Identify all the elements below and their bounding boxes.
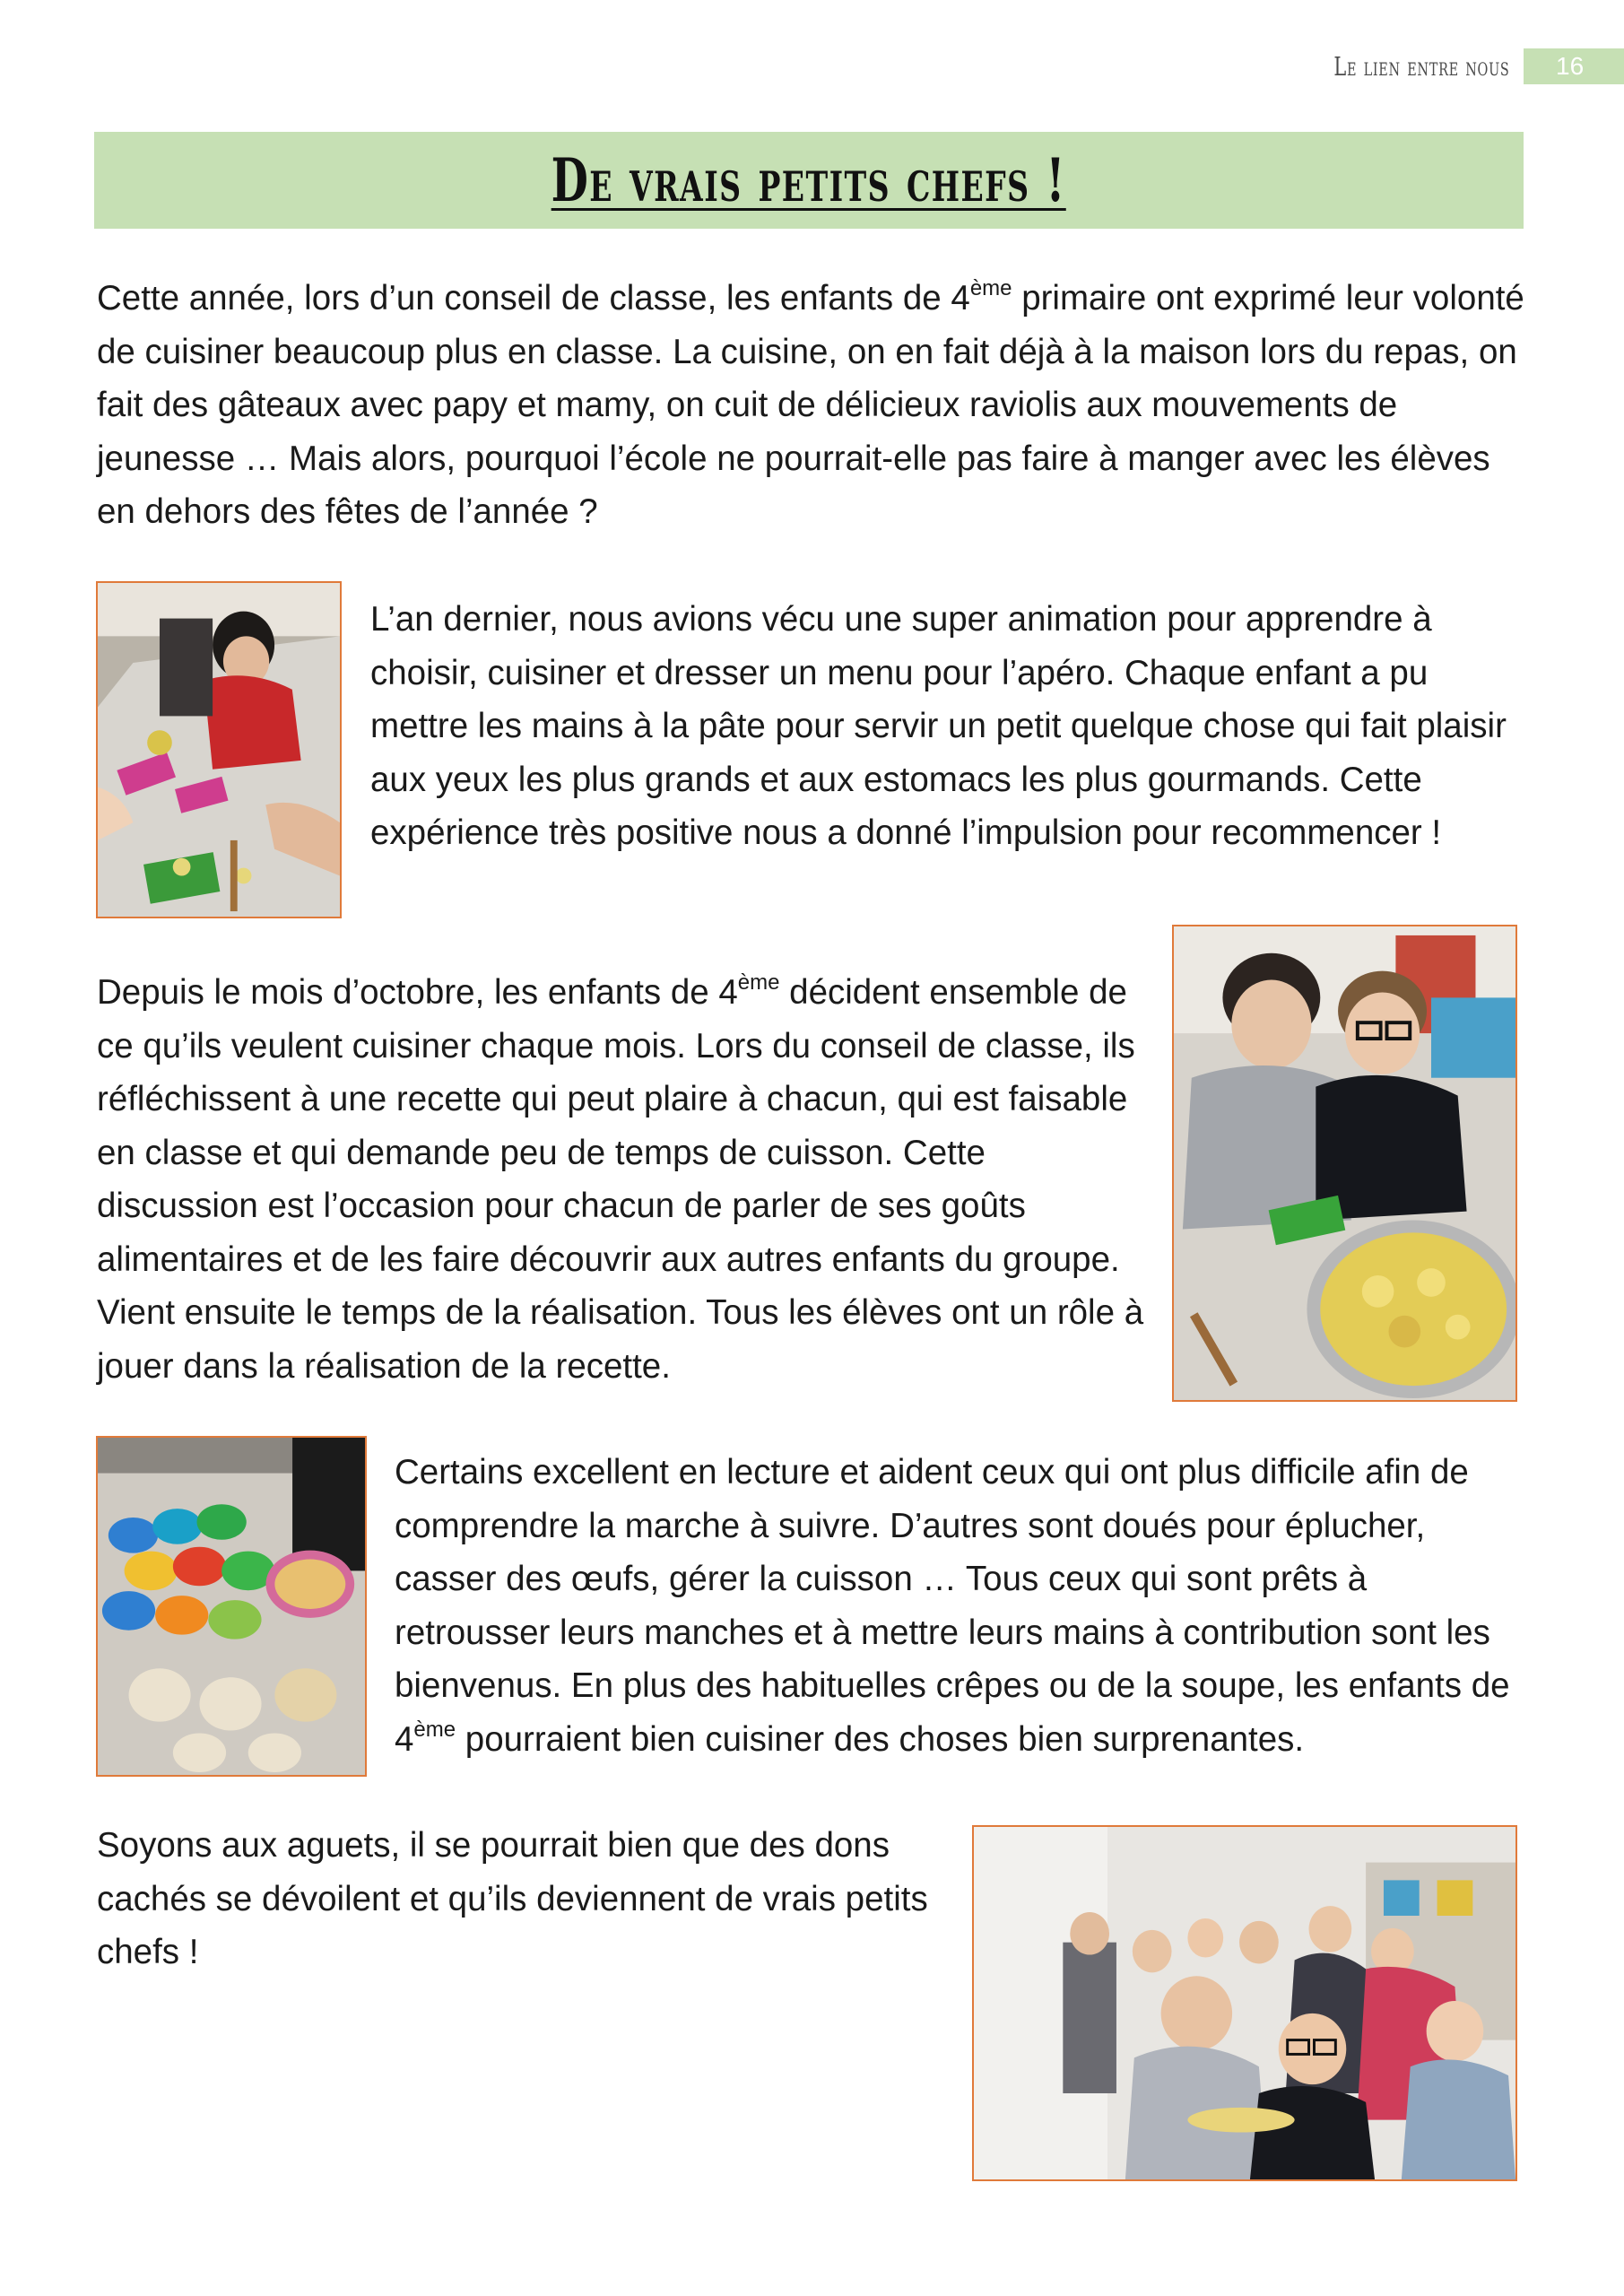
- running-header: [1260, 47, 1624, 86]
- paragraph-since-october: Depuis le mois d’octobre, les enfants de 4ème décident ensemble de ce qu’ils veulent cuisiner chaque mois. Lors du conseil de classe, ils réfléchissent à une recette qui peut plaire à chacun, qui est faisable en classe et qui demande peu de temps de cuisson. Cette discussion est l’occasion pour chacun de parler de ses goûts alimentaires et de les faire découvrir aux autres enfants du groupe. Vient ensuite le temps de la réalisation. Tous les élèves ont un rôle à jouer dans la réalisation de la recette.: [97, 970, 1144, 1386]
- paragraph-roles: Certains excellent en lecture et aident ceux qui ont plus difficile afin de comprendre la marche à suivre. D’autres sont doués pour éplucher, casser des œufs, gérer la cuisson … Tous ceux qui sont prêts à retrousser leurs manches et à mettre leurs mains à contribution sont les bienvenus. En plus des habituelles crêpes ou de la soupe, les enfants de 4ème pourraient bien cuisiner des choses bien surprenantes.: [395, 1453, 1510, 1759]
- article-title: De vrais petits chefs !: [551, 145, 1067, 215]
- running-title: Le lien entre nous: [1333, 51, 1510, 82]
- photo-children-cutting-apples: [96, 581, 342, 918]
- paragraph-last-year: L’an dernier, nous avions vécu une super animation pour apprendre à choisir, cuisiner et dresser un menu pour l’apéro. Chaque enfant a pu mettre les mains à la pâte pour servir un petit quelque chose qui fait plaisir aux yeux les plus grands et aux estomacs les plus gourmands. Cette expérience très positive nous a donné l’impulsion pour recommencer !: [370, 600, 1507, 852]
- paragraph-conclusion: Soyons aux aguets, il se pourrait bien que des dons cachés se dévoilent et qu’ils deviennent de vrais petits chefs !: [97, 1826, 928, 1971]
- photo-colorful-bowls: [96, 1436, 367, 1777]
- title-banner: [94, 132, 1524, 229]
- photo-boys-with-apple-pot: [1172, 925, 1517, 1402]
- page-number: 16: [1524, 48, 1624, 84]
- photo-group-of-children: [972, 1825, 1517, 2181]
- paragraph-intro: Cette année, lors d’un conseil de classe, les enfants de 4ème primaire ont exprimé leur volonté de cuisiner beaucoup plus en classe. La cuisine, on en fait déjà à la maison lors du repas, on fait des gâteaux avec papy et mamy, on cuit de délicieux raviolis aux mouvements de jeunesse … Mais alors, pourquoi l’école ne pourrait-elle pas faire à manger avec les élèves en dehors des fêtes de l’année ?: [97, 276, 1524, 531]
